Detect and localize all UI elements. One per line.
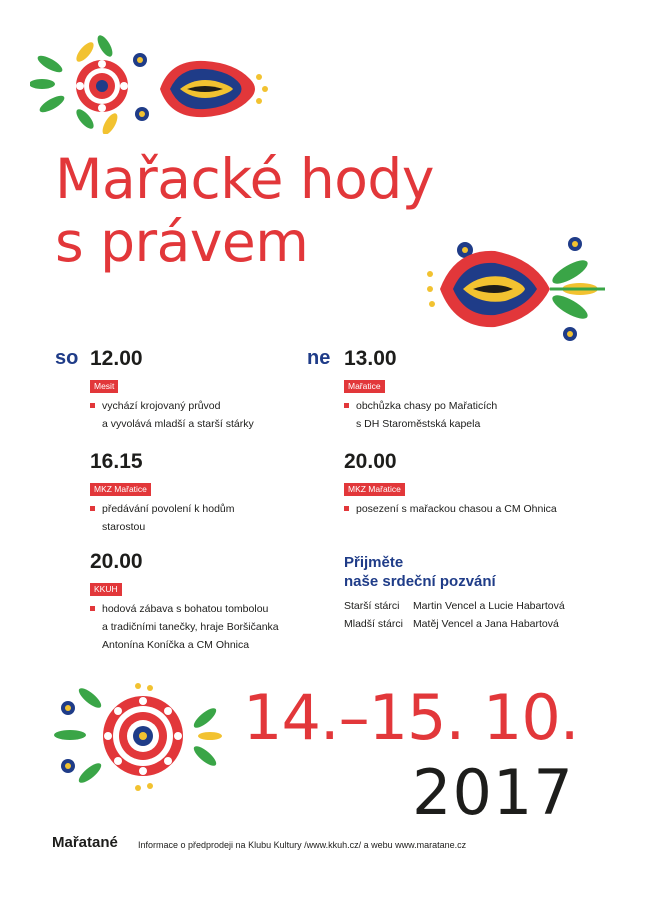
bullet-icon <box>344 506 349 511</box>
title-line-1: Mařacké hody <box>55 147 434 211</box>
invitation-line-1: Přijměte <box>344 554 404 571</box>
role-label: Mladší stárci <box>344 618 403 630</box>
event-line: posezení s mařackou chasou a CM Ohnica <box>356 503 557 515</box>
event-time: 12.00 <box>90 347 143 370</box>
invitation-block <box>344 553 629 633</box>
role-names: Martin Vencel a Lucie Habartová <box>412 600 565 612</box>
event-description <box>90 500 330 536</box>
event-description <box>344 397 624 433</box>
event-description <box>90 600 340 654</box>
folk-flower-ornament-top <box>30 34 275 134</box>
event-year: 2017 <box>412 756 574 829</box>
event-block <box>344 347 624 433</box>
event-time: 20.00 <box>344 450 397 473</box>
day-label-saturday: so <box>55 347 79 369</box>
table-row <box>344 597 575 615</box>
event-place-tag: Mařatice <box>344 380 385 393</box>
event-time: 13.00 <box>344 347 397 370</box>
table-row <box>344 615 575 633</box>
invitation-heading <box>344 553 629 591</box>
event-line: a tradičními tanečky, hraje Boršičanka <box>102 621 279 633</box>
event-block <box>90 450 330 536</box>
page-title <box>55 148 434 274</box>
event-line: hodová zábava s bohatou tombolou <box>102 603 269 615</box>
event-line: a vyvolává mladší a starší stárky <box>102 418 254 430</box>
event-time: 20.00 <box>90 550 143 573</box>
event-place-tag: Mesit <box>90 380 118 393</box>
day-label-sunday: ne <box>307 347 331 369</box>
footer-info: Informace o předprodeji na Klubu Kultury /www.kkuh.cz/ a webu www.maratane.cz <box>138 840 467 850</box>
title-line-2: s právem <box>55 210 309 274</box>
event-time: 16.15 <box>90 450 143 473</box>
event-dates: 14.–15. 10. <box>243 681 579 754</box>
event-place-tag: MKZ Mařatice <box>90 483 151 496</box>
roles-table <box>344 597 575 633</box>
folk-tulip-ornament-right <box>420 232 610 347</box>
event-line: starostou <box>102 521 146 533</box>
role-label: Starší stárci <box>344 600 400 612</box>
bullet-icon <box>344 403 349 408</box>
bullet-icon <box>90 606 95 611</box>
event-description <box>90 397 330 433</box>
event-line: Antonína Koníčka a CM Ohnica <box>102 639 250 651</box>
maratane-logo: Mařatané <box>52 834 118 851</box>
event-description <box>344 500 624 518</box>
bullet-icon <box>90 403 95 408</box>
event-line: s DH Staroměstská kapela <box>356 418 481 430</box>
event-block <box>90 347 330 433</box>
event-place-tag: KKUH <box>90 583 122 596</box>
event-line: vychází krojovaný průvod <box>102 400 221 412</box>
invitation-line-2: naše srdeční pozvání <box>344 573 496 590</box>
event-line: předávání povolení k hodům <box>102 503 235 515</box>
event-line: obchůzka chasy po Mařaticích <box>356 400 498 412</box>
event-block <box>90 550 340 654</box>
bullet-icon <box>90 506 95 511</box>
event-place-tag: MKZ Mařatice <box>344 483 405 496</box>
folk-flower-ornament-bottom <box>50 678 225 793</box>
event-block <box>344 450 624 518</box>
role-names: Matěj Vencel a Jana Habartová <box>412 618 559 630</box>
